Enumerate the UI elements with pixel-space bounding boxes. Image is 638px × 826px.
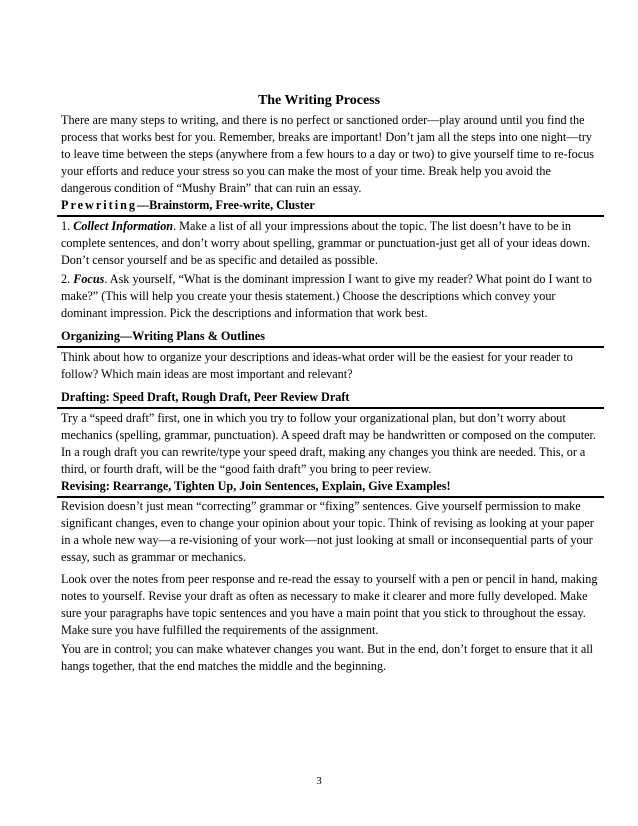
- section-divider: [57, 346, 604, 348]
- item-label: Focus: [73, 272, 105, 286]
- prewriting-heading-rest: —Brainstorm, Free-write, Cluster: [136, 198, 315, 212]
- item-text: . Ask yourself, “What is the dominant impression I want to give my reader? What point do I want to make?” (This will help you create your thesis statement.) Choose the descriptions which convey your dominant impression. Pick the descriptions and information that work best.: [61, 272, 592, 320]
- page-title: The Writing Process: [257, 93, 381, 108]
- item-number: 1.: [61, 219, 74, 233]
- organizing-paragraph: Think about how to organize your descriptions and ideas-what order will be the easiest for your reader to follow? Which main ideas are most important and relevant?: [61, 350, 573, 381]
- prewriting-heading-label: Prewriting: [61, 198, 137, 212]
- prewriting-item-2: [61, 271, 601, 322]
- item-label: Collect Information: [73, 219, 174, 233]
- section-divider: [57, 215, 604, 217]
- item-text: . Make a list of all your impressions about the topic. The list doesn’t have to be in complete sentences, and don’t worry about spelling, grammar or punctuation-just get all of your ideas down. Don’t censor yourself and be as specific and detailed as possible.: [61, 219, 591, 267]
- prewriting-item-1: [61, 218, 601, 269]
- revising-paragraph-3: You are in control; you can make whatever changes you want. But in the end, don’t forget to ensure that it all hangs together, that the end matches the middle and the beginning.: [61, 642, 594, 673]
- intro-paragraph: There are many steps to writing, and there is no perfect or sanctioned order—play around until you find the process that works best for you. Remember, breaks are important! Don’t jam all the steps into one night—try to leave time between the steps (anywhere from a few hours to a day or two) to give yourself time to re-focus your efforts and reduce your stress so you can make the most of your time. Break help you avoid the dangerous condition of “Mushy Brain” that can ruin an essay.: [61, 113, 595, 195]
- section-divider: [57, 407, 604, 409]
- prewriting-heading: [61, 197, 601, 214]
- revising-heading: Revising: Rearrange, Tighten Up, Join Sentences, Explain, Give Examples!: [61, 479, 451, 493]
- item-number: 2.: [61, 272, 74, 286]
- revising-paragraph-1: Revision doesn’t just mean “correcting” grammar or “fixing” sentences. Give yourself permission to make significant changes, even to change your opinion about your topic. Think of revising as looking at your paper in a whole new way—a re-visioning of your work—not just looking at small or inconsequential parts of your essay, such as grammar or mechanics.: [61, 499, 594, 564]
- revising-paragraph-2: Look over the notes from peer response and re-read the essay to yourself with a pen or pencil in hand, making notes to yourself. Revise your draft as often as necessary to make it clearer and more fully developed. Make sure your paragraphs have topic sentences and you have a main point that you stick to throughout the essay. Make sure you have fulfilled the requirements of the assignment.: [61, 572, 598, 637]
- page-number: 3: [316, 775, 322, 787]
- organizing-heading: Organizing—Writing Plans & Outlines: [61, 329, 265, 343]
- drafting-heading: Drafting: Speed Draft, Rough Draft, Peer Review Draft: [61, 390, 350, 404]
- drafting-paragraph: Try a “speed draft” first, one in which you try to follow your organizational plan, but don’t worry about mechanics (spelling, grammar, punctuation). A speed draft may be handwritten or composed on the computer. In a rough draft you can rewrite/type your speed draft, making any changes you think are needed. This, or a third, or fourth draft, will be the “good faith draft” you bring to peer review.: [61, 411, 596, 476]
